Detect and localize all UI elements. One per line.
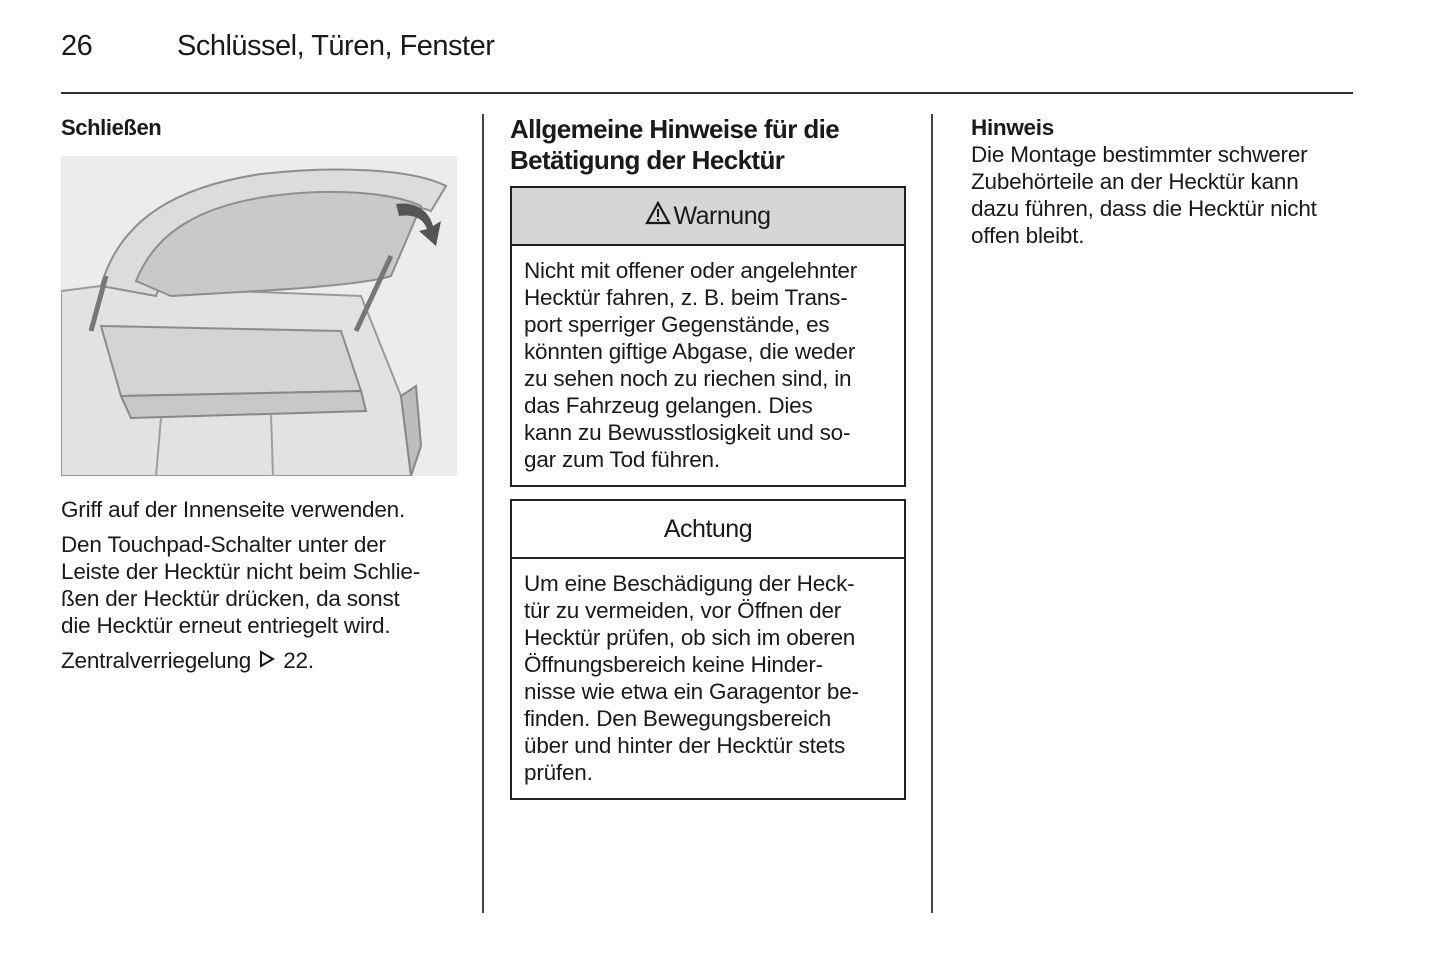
warning-triangle-icon <box>645 201 671 232</box>
text-line: zu sehen noch zu riechen sind, in <box>524 366 852 391</box>
page-number: 26 <box>61 30 93 62</box>
cross-reference[interactable] <box>61 647 461 674</box>
text-line: das Fahrzeug gelangen. Dies <box>524 393 813 418</box>
caution-title: Achtung <box>663 514 753 543</box>
text-line: gar zum Tod führen. <box>524 447 720 472</box>
caution-header <box>512 501 904 559</box>
text-line: offen bleibt. <box>971 223 1085 248</box>
text-line: ßen der Hecktür drücken, da sonst <box>61 586 400 611</box>
text-line: nisse wie etwa ein Garagentor be- <box>524 679 859 704</box>
section-subheading: Schließen <box>61 115 162 140</box>
text-line: Öffnungsbereich keine Hinder- <box>524 652 823 677</box>
section-title <box>510 114 906 176</box>
paragraph-touchpad <box>61 531 461 639</box>
warning-title: Warnung <box>673 201 771 230</box>
warning-text <box>512 246 904 485</box>
title-line: Betätigung der Hecktür <box>510 145 785 175</box>
caution-box <box>510 499 906 800</box>
tailgate-drawing <box>61 156 457 476</box>
text-line: über und hinter der Hecktür stets <box>524 733 846 758</box>
text-line: Nicht mit offener oder angelehnter <box>524 258 857 283</box>
chapter-title: Schlüssel, Türen, Fenster <box>177 30 495 62</box>
text-line: könnten giftige Abgase, die weder <box>524 339 856 364</box>
text-line: dazu führen, dass die Hecktür nicht <box>971 196 1317 221</box>
title-line: Allgemeine Hinweise für die <box>510 114 840 144</box>
text-line: Die Montage bestimmter schwerer <box>971 142 1308 167</box>
left-column <box>61 114 461 682</box>
page-header <box>61 28 1353 94</box>
text-line: Hecktür fahren, z. B. beim Trans- <box>524 285 848 310</box>
tailgate-illustration <box>61 156 457 476</box>
paragraph: Griff auf der Innenseite verwenden. <box>61 497 406 522</box>
middle-column <box>510 114 906 812</box>
note-title: Hinweis <box>971 115 1054 140</box>
text-line: finden. Den Bewegungsbereich <box>524 706 832 731</box>
column-divider <box>482 114 484 913</box>
text-line: tür zu vermeiden, vor Öffnen der <box>524 598 842 623</box>
arrow-right-icon <box>259 647 275 674</box>
text-line: Zubehörteile an der Hecktür kann <box>971 169 1299 194</box>
text-line: Hecktür prüfen, ob sich im oberen <box>524 625 856 650</box>
warning-box <box>510 186 906 487</box>
warning-header <box>512 188 904 246</box>
text-line: prüfen. <box>524 760 593 785</box>
right-column <box>971 114 1361 257</box>
column-divider <box>931 114 933 913</box>
text-line: Den Touchpad-Schalter unter der <box>61 532 386 557</box>
text-line: kann zu Bewusstlosigkeit und so- <box>524 420 851 445</box>
text-line: port sperriger Gegenstände, es <box>524 312 830 337</box>
caution-text <box>512 559 904 798</box>
note-text <box>971 141 1361 249</box>
text-line: Um eine Beschädigung der Heck- <box>524 571 855 596</box>
crossref-text: Zentralverriegelung <box>61 648 252 673</box>
crossref-page: 22. <box>283 648 314 673</box>
text-line: die Hecktür erneut entriegelt wird. <box>61 613 391 638</box>
text-line: Leiste der Hecktür nicht beim Schlie- <box>61 559 421 584</box>
